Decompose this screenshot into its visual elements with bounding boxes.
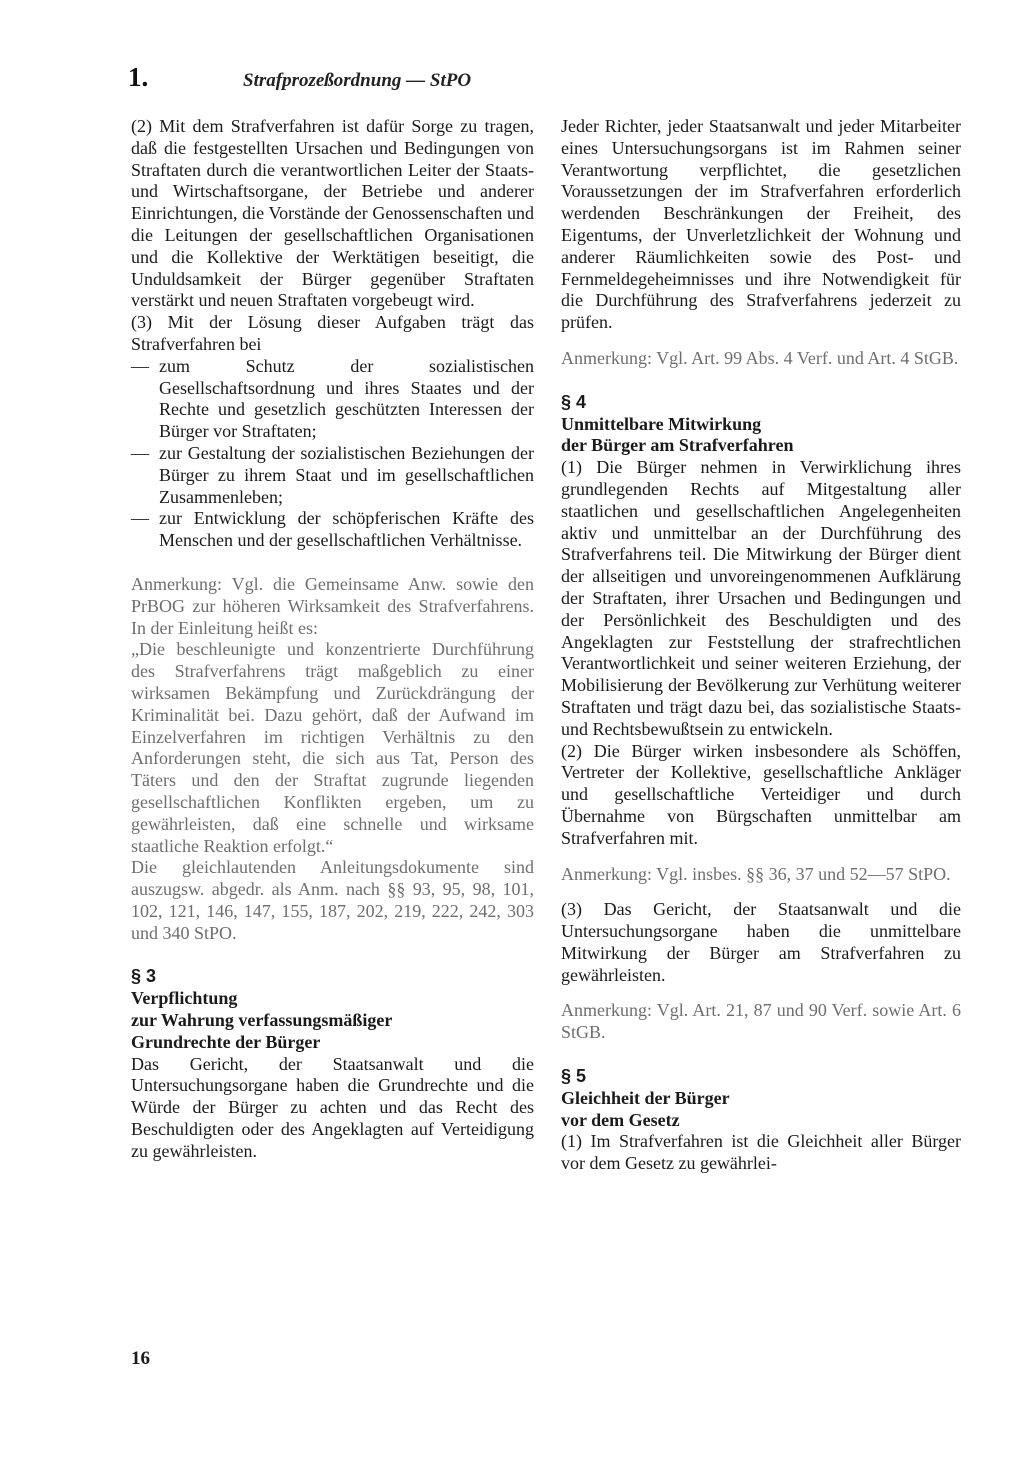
section-3-title-line-3: Grundrechte der Bürger <box>131 1031 321 1052</box>
list-item-text: zur Entwicklung der schöpferischen Kräfte des Menschen und der gesellschaftlichen Verhältnisse. <box>159 508 534 551</box>
section-3-title-line-2: zur Wahrung verfassungsmäßiger <box>131 1010 393 1031</box>
dash-marker: — <box>131 508 149 529</box>
dash-marker: — <box>131 442 149 463</box>
section-3-title-line-1: Verpflichtung <box>131 988 238 1009</box>
dash-list <box>131 356 534 552</box>
running-title: Strafprozeßordnung — StPO <box>243 70 472 91</box>
list-item <box>131 443 534 508</box>
page-number: 16 <box>131 1348 150 1369</box>
right-column <box>561 116 961 1175</box>
section-4-paragraph-2: (2) Die Bürger wirken insbesondere als Schöffen, Vertreter der Kollektive, gesellschaftliche Ankläger und gesellschaftliche Verteidiger und durch Übernahme von Bürgschaften unmittelbar am Strafverfahren mit. <box>561 740 961 848</box>
annotation-note-1: Anmerkung: Vgl. Art. 99 Abs. 4 Verf. und Art. 4 StGB. <box>561 347 959 368</box>
list-item <box>131 356 534 443</box>
list-item-text: zur Gestaltung der sozialistischen Beziehungen der Bürger zu ihrem Staat und im gesellschaftlichen Zusammenleben; <box>159 442 534 507</box>
continued-text: Jeder Richter, jeder Staatsanwalt und jeder Mitarbeiter eines Untersuchungsorgans ist im Rahmen seiner Verantwortung verpflichtet, die gesetzlichen Voraussetzungen der im Strafverfahren erforderlich werdenden Beschränkungen der Freiheit, des Eigentums, der Unverletzlichkeit der Wohnung und anderer Räumlichkeiten sowie des Post- und Fernmeldegeheimnisses und ihre Notwendigkeit für die Durchführung des Strafverfahrens jederzeit zu prüfen. <box>561 116 961 333</box>
section-4-title-line-1: Unmittelbare Mitwirkung <box>561 413 762 434</box>
section-3-number: § 3 <box>131 966 157 987</box>
note-quote: „Die beschleunigte und konzentrierte Durchführung des Strafverfahrens trägt maßgeblich zu einer wirksamen Bekämpfung und Zurückdrängung der Kriminalität bei. Dazu gehört, daß der Aufwand im Einzelverfahren im richtigen Verhältnis zu den Anforderungen steht, die sich aus Tat, Person des Täters und den der Straftat zugrunde liegenden gesellschaftlichen Konflikten ergeben, um zu gewährleisten, daß eine schnelle und wirksame staatliche Reaktion erfolgt.“ <box>131 639 534 856</box>
list-item-text: zum Schutz der sozialistischen Gesellschaftsordnung und ihres Staates und der Rechte und gesetzlich geschützten Interessen der Bürger vor Straftaten; <box>159 355 534 442</box>
section-5-title-line-2: vor dem Gesetz <box>561 1109 680 1130</box>
annotation-note-2: Anmerkung: Vgl. insbes. §§ 36, 37 und 52—57 StPO. <box>561 863 951 884</box>
dash-marker: — <box>131 355 149 376</box>
section-4-paragraph-3: (3) Das Gericht, der Staatsanwalt und die Untersuchungsorgane haben die unmittelbare Mitwirkung der Bürger am Strafverfahren zu gewährleisten. <box>561 899 961 985</box>
note-lead: Anmerkung: Vgl. die Gemeinsame Anw. sowie den PrBOG zur höheren Wirksamkeit des Strafverfahrens. In der Einleitung heißt es: <box>131 573 534 638</box>
section-4-title-line-2: der Bürger am Strafverfahren <box>561 435 794 456</box>
paragraph-3-intro: (3) Mit der Lösung dieser Aufgaben trägt das Strafverfahren bei <box>131 312 534 354</box>
section-4-number: § 4 <box>561 391 587 412</box>
section-4-paragraph-1: (1) Die Bürger nehmen in Verwirklichung ihres grundlegenden Rechts auf Mitgestaltung aller staatlichen und gesellschaftlichen Angelegenheiten aktiv und unmittelbar an der Durchführung des Strafverfahrens teil. Die Mitwirkung der Bürger dient der allseitigen und unvoreingenommenen Aufklärung der Straftaten, ihrer Ursachen und Bedingungen und der Persönlichkeit des Beschuldigten und des Angeklagten zur Feststellung der strafrechtlichen Verantwortlichkeit und seiner weiteren Erziehung, der Mobilisierung der Bevölkerung zur Verhütung weiterer Straftaten und trägt dazu bei, das sozialistische Staats- und Rechtsbewußtsein zu entwickeln. <box>561 457 961 739</box>
paragraph-2: (2) Mit dem Strafverfahren ist dafür Sorge zu tragen, daß die festgestellten Ursachen und Bedingungen von Straftaten durch die verantwortlichen Leiter der Staats- und Wirtschaftsorgane, der Betriebe und anderer Einrichtungen, die Vorstände der Genossenschaften und die Leitungen der gesellschaftlichen Organisationen und die Kollektive der Werktätigen beseitigt, die Unduldsamkeit der Bürger gegenüber Straftaten verstärkt und neuen Straftaten vorgebeugt wird. <box>131 116 534 311</box>
section-3-text: Das Gericht, der Staatsanwalt und die Untersuchungsorgane haben die Grundrechte und die Würde der Bürger zu achten und das Recht des Beschuldigten oder des Angeklagten auf Verteidigung zu gewährleisten. <box>131 1053 534 1161</box>
left-column <box>131 116 534 1163</box>
note-tail: Die gleichlautenden Anleitungsdokumente sind auszugsw. abgedr. als Anm. nach §§ 93, 95, 98, 101, 102, 121, 146, 147, 155, 187, 202, 219, 222, 242, 303 und 340 StPO. <box>131 857 534 943</box>
chapter-number: 1. <box>128 62 149 92</box>
section-5-paragraph-1: (1) Im Strafverfahren ist die Gleichheit aller Bürger vor dem Gesetz zu gewährlei- <box>561 1131 961 1174</box>
section-5-number: § 5 <box>561 1066 587 1087</box>
list-item <box>131 508 534 552</box>
annotation-note <box>131 574 534 945</box>
annotation-note-3: Anmerkung: Vgl. Art. 21, 87 und 90 Verf. sowie Art. 6 StGB. <box>561 1000 961 1043</box>
section-5-title-line-1: Gleichheit der Bürger <box>561 1087 730 1108</box>
